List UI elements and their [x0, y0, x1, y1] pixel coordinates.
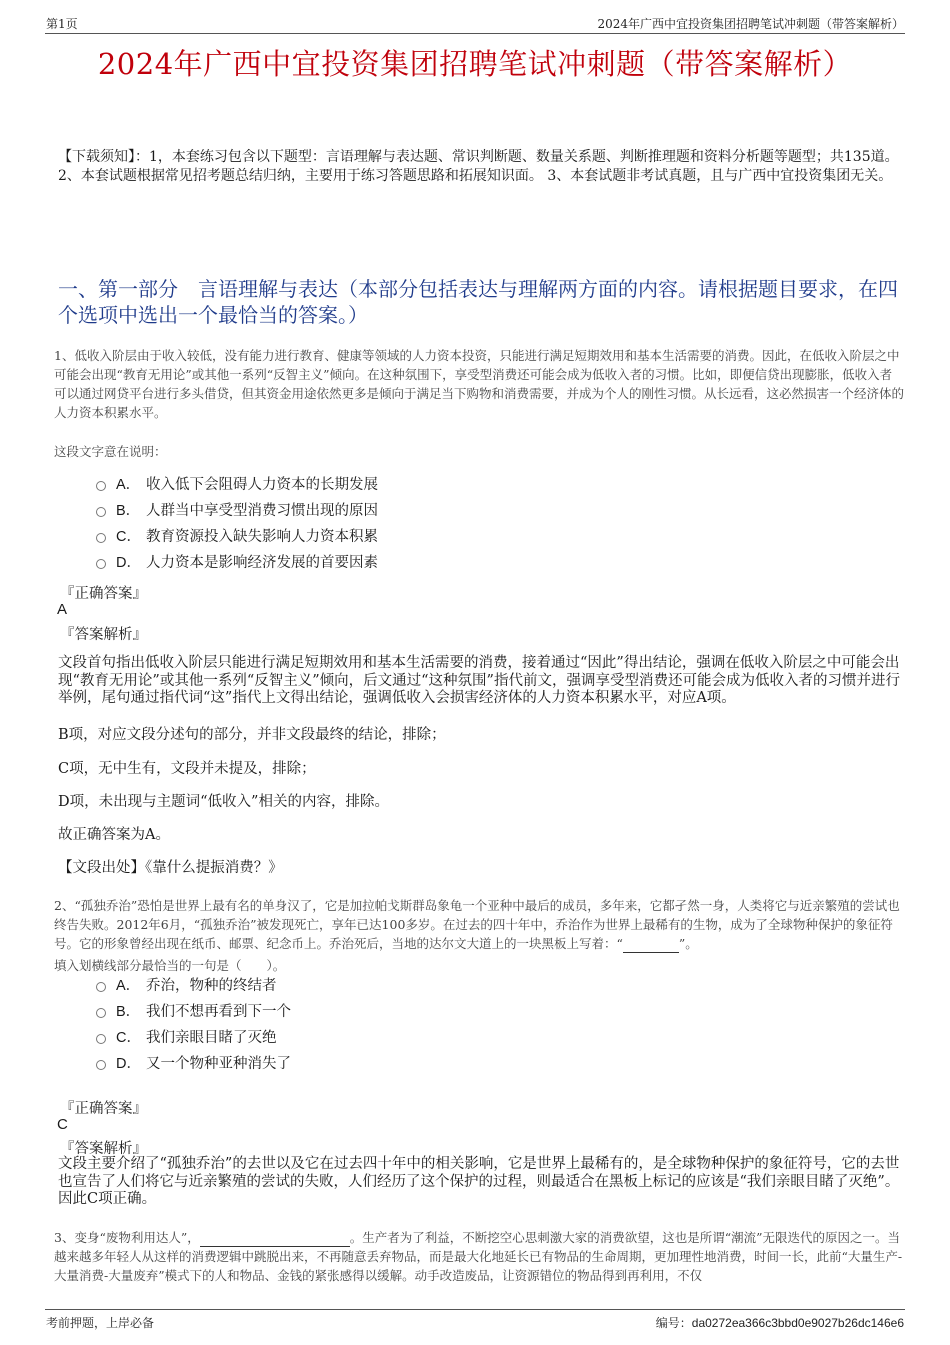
fill-in-blank — [200, 1232, 350, 1247]
q2-analysis: 文段主要介绍了“孤独乔治”的去世以及它在过去四十年中的相关影响，它是世界上最稀有的，是全球物种保护的象征符号，它的去世也宣告了人们将它与近亲繁殖的尝试的失败，人们经历了这个保护的过程，则最适合在黑板上标记的应该是“我们亲眼目睹了灭绝”。因此C项正确。 — [58, 1156, 900, 1207]
footer-rule — [45, 1309, 905, 1310]
question-1-prompt: 这段文字意在说明： — [54, 444, 167, 459]
q1-analysis-label: 『答案解析』 — [60, 627, 147, 643]
option-text: 人群当中享受型消费习惯出现的原因 — [146, 503, 378, 519]
q3-text-after-blank: 。生产者为了利益，不断挖空心思刺激大家的消费欲望，这也是所谓“潮流”无限迭代的原因之一。当越来越多年轻人从这样的消费逻辑中跳脱出来，不再随意丢弃物品，而是最大化地延长已有物品的生命周期，更加理性地消费，时间一长，此前“大量生产-大量消费-大量废弃”模式下的人和物品、金钱的紧张感得以缓解。动手改造废品，让资源错位的物品得到再利用，不仅 — [54, 1230, 903, 1283]
download-notice: 【下载须知】：1，本套练习包含以下题型：言语理解与表达题、常识判断题、数量关系题、判断推理题和资料分析题等题型；共135道。 2、本套试题根据常见招考题总结归纳，主要用于练习答题思路和拓展知识面。 3、本套试题非考试真题，且与广西中宜投资集团无关。 — [58, 149, 899, 184]
option-text: 教育资源投入缺失影响人力资本积累 — [146, 529, 378, 545]
footer-code — [656, 1314, 904, 1331]
q1-analysis: 文段首句指出低收入阶层只能进行满足短期效用和基本生活需要的消费，接着通过“因此”得出结论，强调在低收入阶层之中可能会出现“教育无用论”或其他一系列“反智主义”倾向，后文通过“这种氛围”指代前文，强调享受型消费还可能会成为低收入者的习惯并进行举例，尾句通过指代词“这”指代上文得出结论，强调低收入会损害经济体的人力资本积累水平，对应A项。 — [58, 655, 900, 706]
q1-option-b-note: B项，对应文段分述句的部分，并非文段最终的结论，排除； — [58, 727, 446, 743]
option-letter: A． — [116, 978, 141, 994]
question-3-text — [54, 1228, 904, 1285]
option-text: 我们不想再看到下一个 — [146, 1004, 291, 1020]
q1-correct-answer-label: 『正确答案』 — [60, 586, 147, 602]
question-1-text: 1、低收入阶层由于收入较低，没有能力进行教育、健康等领域的人力资本投资，只能进行满足短期效用和基本生活需要的消费。因此，在低收入阶层之中可能会出现“教育无用论”或其他一系列“反智主义”倾向。在这种氛围下，享受型消费还可能会成为低收入者的习惯。比如，即便信贷出现膨胀，低收入者可以通过网贷平台进行多头借贷，但其资金用途依然更多是倾向于满足当下购物和消费需要，并成为个人的刚性习惯。从长远看，这必然损害一个经济体的人力资本积累水平。 — [54, 348, 905, 420]
q1-option-d[interactable] — [96, 552, 378, 574]
option-letter: B． — [116, 1004, 141, 1020]
q1-source: 【文段出处】《靠什么提振消费？》 — [58, 860, 283, 876]
option-letter: D． — [116, 1056, 141, 1072]
q2-option-d[interactable] — [96, 1053, 291, 1075]
radio-icon[interactable] — [96, 533, 106, 543]
q1-option-c-note: C项，无中生有，文段并未提及，排除； — [58, 761, 316, 777]
footer-code-label: 编号： — [655, 1316, 692, 1330]
option-letter: D． — [116, 555, 141, 571]
q2-text-after-blank: ”。 — [678, 936, 698, 951]
radio-icon[interactable] — [96, 1060, 106, 1070]
radio-icon[interactable] — [96, 1034, 106, 1044]
option-text: 收入低下会阻碍人力资本的长期发展 — [146, 477, 378, 493]
q1-answer: A — [57, 601, 68, 618]
radio-icon[interactable] — [96, 507, 106, 517]
footer-code-value: da0272ea366c3bbd0e9027b26dc146e6 — [691, 1316, 904, 1330]
question-2-prompt: 填入划横线部分最恰当的一句是（ ）。 — [54, 958, 286, 973]
page-number: 第1页 — [46, 17, 78, 31]
question-2-text — [54, 896, 904, 953]
option-text: 乔治，物种的终结者 — [146, 978, 277, 994]
q1-option-a[interactable] — [96, 474, 378, 496]
radio-icon[interactable] — [96, 982, 106, 992]
q1-option-b[interactable] — [96, 500, 378, 522]
q2-analysis-label: 『答案解析』 — [60, 1141, 147, 1157]
footer-slogan: 考前押题，上岸必备 — [46, 1316, 155, 1330]
q1-conclusion: 故正确答案为A。 — [58, 827, 170, 843]
q2-option-b[interactable] — [96, 1001, 291, 1023]
option-letter: A． — [116, 477, 141, 493]
option-letter: B． — [116, 503, 141, 519]
radio-icon[interactable] — [96, 481, 106, 491]
option-letter: C． — [116, 529, 141, 545]
radio-icon[interactable] — [96, 1008, 106, 1018]
option-letter: C． — [116, 1030, 141, 1046]
q1-option-c[interactable] — [96, 526, 378, 548]
fill-in-blank — [623, 940, 679, 953]
option-text: 人力资本是影响经济发展的首要因素 — [146, 555, 378, 571]
q2-text-before-blank: 2、“孤独乔治”恐怕是世界上最有名的单身汉了，它是加拉帕戈斯群岛象龟一个亚种中最后的成员，多年来，它都孑然一身，人类将它与近亲繁殖的尝试也终告失败。2012年6月，“孤独乔治”被发现死亡，享年已达100多岁。在过去的四十年中，乔治作为世界上最稀有的生物，成为了全球物种保护的象征符号。它的形象曾经出现在纸币、邮票、纪念币上。乔治死后，当地的达尔文大道上的一块黑板上写着：“ — [54, 898, 900, 951]
q2-option-c[interactable] — [96, 1027, 277, 1049]
running-header-title: 2024年广西中宜投资集团招聘笔试冲刺题（带答案解析） — [597, 17, 904, 31]
q3-text-before-blank: 3、变身“废物利用达人”， — [54, 1230, 200, 1245]
q1-option-d-note: D项，未出现与主题词“低收入”相关的内容，排除。 — [58, 794, 389, 810]
document-title: 2024年广西中宜投资集团招聘笔试冲刺题（带答案解析） — [97, 47, 853, 81]
radio-icon[interactable] — [96, 559, 106, 569]
q2-answer: C — [57, 1116, 68, 1133]
option-text: 又一个物种亚种消失了 — [146, 1056, 291, 1072]
q2-correct-answer-label: 『正确答案』 — [60, 1101, 147, 1117]
section-heading: 一、第一部分 言语理解与表达（本部分包括表达与理解两方面的内容。请根据题目要求，在四个选项中选出一个最恰当的答案。） — [58, 277, 898, 327]
q2-option-a[interactable] — [96, 975, 277, 997]
option-text: 我们亲眼目睹了灭绝 — [146, 1030, 277, 1046]
header-rule — [45, 33, 905, 34]
